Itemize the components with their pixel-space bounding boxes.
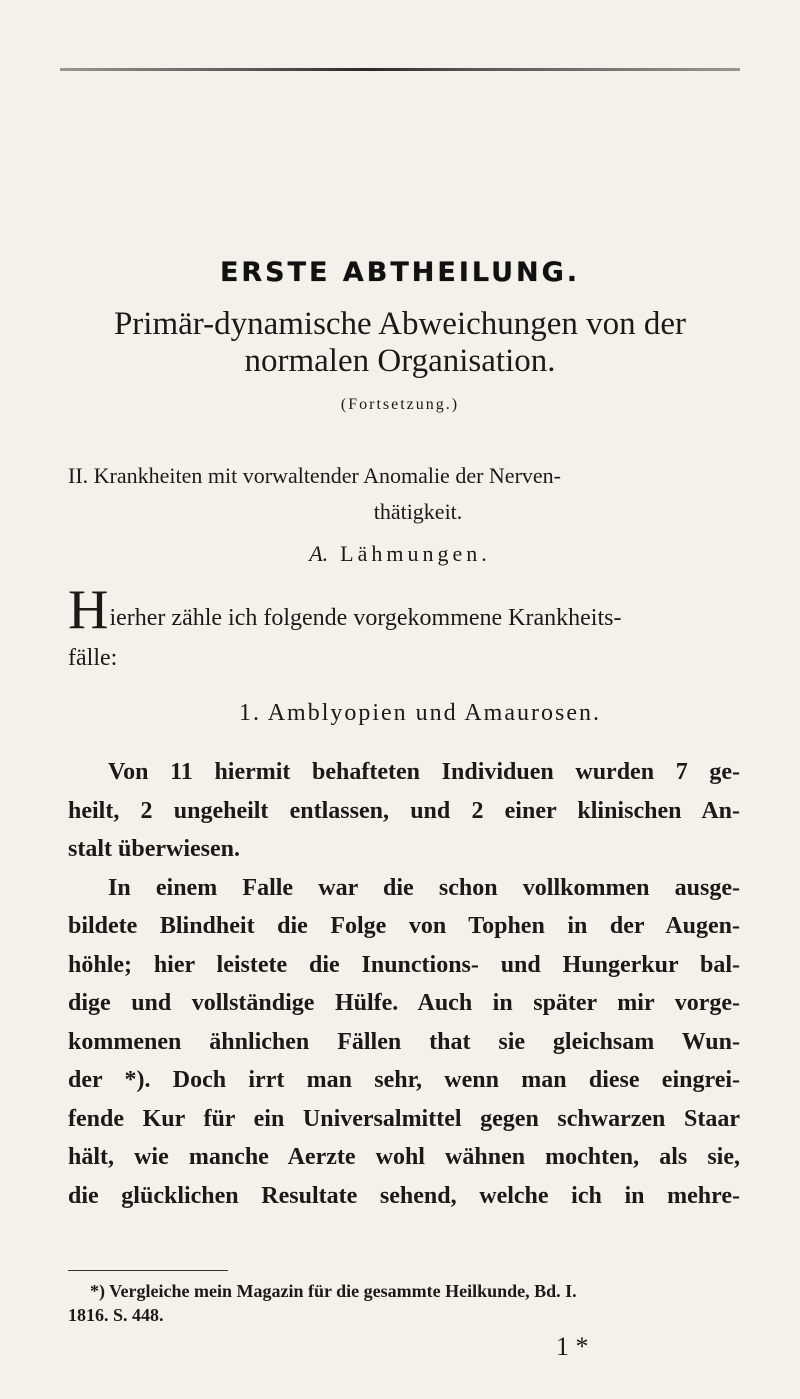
chapter-number: II.: [68, 463, 89, 488]
body-line: In einem Falle war die schon vollkommen ausge-: [108, 874, 740, 901]
body-line: dige und vollständige Hülfe. Auch in später mir vorge-: [68, 990, 740, 1016]
item-title: Amblyopien und Amaurosen.: [267, 700, 601, 726]
item-heading: [0, 700, 800, 727]
body-line: hält, wie manche Aerzte wohl wähnen mochten, als sie,: [68, 1144, 740, 1170]
subsection-title: Lähmungen.: [340, 541, 491, 566]
body-line: bildete Blindheit die Folge von Tophen in der Augen-: [68, 913, 740, 939]
body-line: fende Kur für ein Universalmittel gegen schwarzen Staar: [68, 1105, 740, 1132]
body-line: höhle; hier leistete die Inunctions- und Hungerkur bal-: [68, 951, 740, 978]
item-number: 1.: [239, 700, 261, 726]
subsection-letter: A.: [309, 541, 329, 566]
body-line: kommenen ähnlichen Fällen that sie gleichsam Wun-: [68, 1028, 740, 1055]
footnote-line-2: 1816. S. 448.: [68, 1305, 164, 1325]
intro-line-1: ierher zähle ich folgende vorgekommene Krankheits-: [109, 605, 622, 631]
continuation-note: (Fortsetzung.): [340, 396, 460, 413]
body-line: der *). Doch irrt man sehr, wenn man diese eingrei-: [68, 1067, 740, 1093]
footnote-line-1: *) Vergleiche mein Magazin für die gesammte Heilkunde, Bd. I.: [90, 1281, 577, 1301]
top-rule: [60, 68, 740, 71]
chapter-heading: [68, 458, 738, 530]
body-line: heilt, 2 ungeheilt entlassen, und 2 einer klinischen An-: [68, 797, 740, 824]
section-heading: ERSTE ABTHEILUNG.: [219, 257, 581, 288]
signature-mark: 1 *: [556, 1332, 589, 1361]
body-line: stalt überwiesen.: [68, 836, 240, 862]
body-text: [68, 753, 740, 1215]
chapter-title-line-1: Krankheiten mit vorwaltender Anomalie der Nerven-: [93, 463, 561, 488]
subsection-heading: [0, 541, 800, 567]
intro-paragraph: [68, 579, 740, 678]
drop-cap: H: [68, 579, 109, 641]
footnote-rule: [68, 1270, 228, 1271]
body-line: die glücklichen Resultate sehend, welche ich in mehre-: [68, 1182, 740, 1209]
footnote: [68, 1279, 740, 1327]
title-line-1: Primär-dynamische Abweichungen von der: [113, 306, 687, 342]
chapter-title-line-2: thätigkeit.: [373, 499, 463, 524]
title-line-2: normalen Organisation.: [244, 343, 556, 379]
body-line: Von 11 hiermit behafteten Individuen wurden 7 ge-: [108, 759, 740, 785]
intro-line-2: fälle:: [68, 645, 118, 671]
